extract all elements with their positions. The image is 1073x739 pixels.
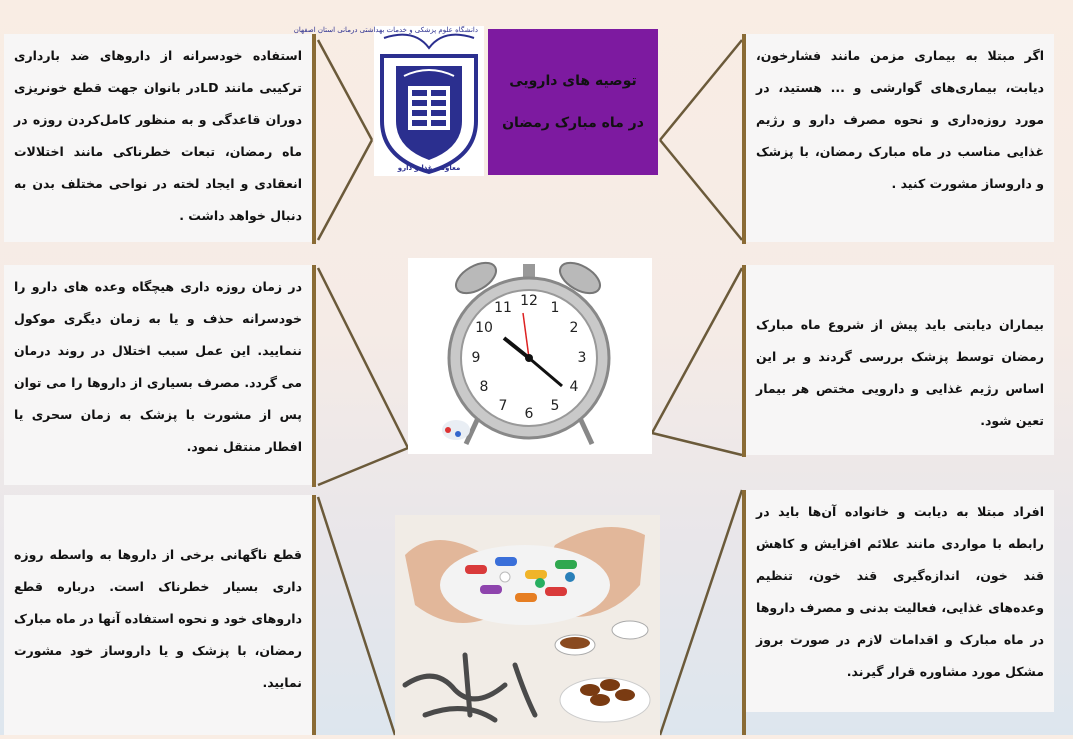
page-title-line2: در ماه مبارک رمضان: [502, 115, 644, 131]
panel-text: استفاده خودسرانه از داروهای ضد بارداری ترکیبی مانند LDدر بانوان جهت قطع خونریزی دوران قاعدگی و به منظور کامل‌کردن روزه در ماه رمضان، تبعات خطرناکی مانند اختلالات انعقادی و ایجاد لخته در نواحی مختلف بدن به دنبال خواهد داشت .: [14, 48, 302, 223]
connector-line: [652, 433, 742, 455]
connector-line: [318, 448, 408, 485]
panel-bottom-left: [4, 495, 312, 735]
connector-line: [318, 268, 408, 448]
svg-text:2: 2: [569, 320, 579, 336]
panel-text: در زمان روزه داری هیچگاه وعده های دارو را خودسرانه حذف و یا به زمان دیگری موکول ننمایید. این عمل سبب اختلال در روند درمان می گردد. مصرف بسیاری از داروها را می توان پس از مشورت با پزشک به زمان سحری یا افطار منتقل نمود.: [14, 279, 302, 454]
svg-text:1: 1: [550, 300, 560, 316]
panel-bar: [312, 265, 316, 487]
pills-in-hands-icon: [395, 515, 660, 735]
panel-top-left: [4, 34, 312, 242]
panel-bar: [312, 495, 316, 735]
svg-text:12: 12: [520, 293, 538, 309]
connector-line: [660, 40, 742, 140]
panel-text: اگر مبتلا به بیماری مزمن مانند فشارخون، دیابت، بیماری‌های گوارشی و ... هستید، در مورد روزه‌داری و نحوه مصرف دارو و رژیم غذایی مناسب در ماه مبارک رمضان، با پزشک و داروساز مشورت کنید .: [756, 48, 1044, 191]
svg-text:6: 6: [524, 406, 534, 422]
connector-line: [660, 490, 742, 735]
svg-text:8: 8: [479, 379, 489, 395]
connector-line: [318, 40, 372, 140]
logo-box: [293, 26, 484, 176]
panel-bar: [312, 34, 316, 244]
panel-mid-left: [4, 265, 312, 485]
page-title-line1: توصیه های دارویی: [509, 73, 637, 89]
panel-bottom-right: [746, 490, 1054, 712]
panel-mid-right: [746, 265, 1054, 455]
panel-text: بیماران دیابتی باید پیش از شروع ماه مبارک رمضان توسط پزشک بررسی گردند و بر این اساس رژیم غذایی و دارویی مختص هر بیمار تعین شود.: [756, 317, 1044, 428]
university-shield-logo-icon: [293, 26, 484, 176]
connector-line: [318, 140, 372, 240]
alarm-clock-icon: [408, 258, 652, 454]
logo-caption-bottom: معاونت غذا و دارو: [397, 164, 461, 172]
logo-caption-top: دانشگاه علوم پزشکی و خدمات بهداشتی درمانی استان اصفهان: [293, 26, 478, 34]
connector-line: [652, 268, 742, 433]
connector-line: [660, 140, 742, 240]
panel-top-right: [746, 34, 1054, 242]
svg-text:11: 11: [494, 300, 512, 316]
connector-line: [318, 497, 395, 735]
title-box: [488, 29, 658, 175]
svg-text:4: 4: [569, 379, 579, 395]
panel-text: قطع ناگهانی برخی از داروها به واسطه روزه داری بسیار خطرناک است. درباره قطع داروهای خود و نحوه استفاده آنها در ماه مبارک رمضان، با پزشک و یا داروساز خود مشورت نمایید.: [14, 547, 302, 690]
alarm-clock-image: [408, 258, 652, 454]
pills-ramadan-image: [395, 515, 660, 735]
svg-text:10: 10: [475, 320, 493, 336]
svg-text:9: 9: [471, 350, 481, 366]
panel-text: افراد مبتلا به دیابت و خانواده آن‌ها باید در رابطه با مواردی مانند علائم افزایش و کاهش قند خون، اندازه‌گیری قند خون، تنظیم وعده‌های غذایی، فعالیت بدنی و مصرف داروها در ماه مبارک و اقدامات لازم در صورت بروز مشکل مورد مشاوره قرار گیرند.: [756, 504, 1044, 679]
svg-text:3: 3: [577, 350, 587, 366]
svg-text:5: 5: [550, 398, 560, 414]
svg-text:7: 7: [498, 398, 508, 414]
